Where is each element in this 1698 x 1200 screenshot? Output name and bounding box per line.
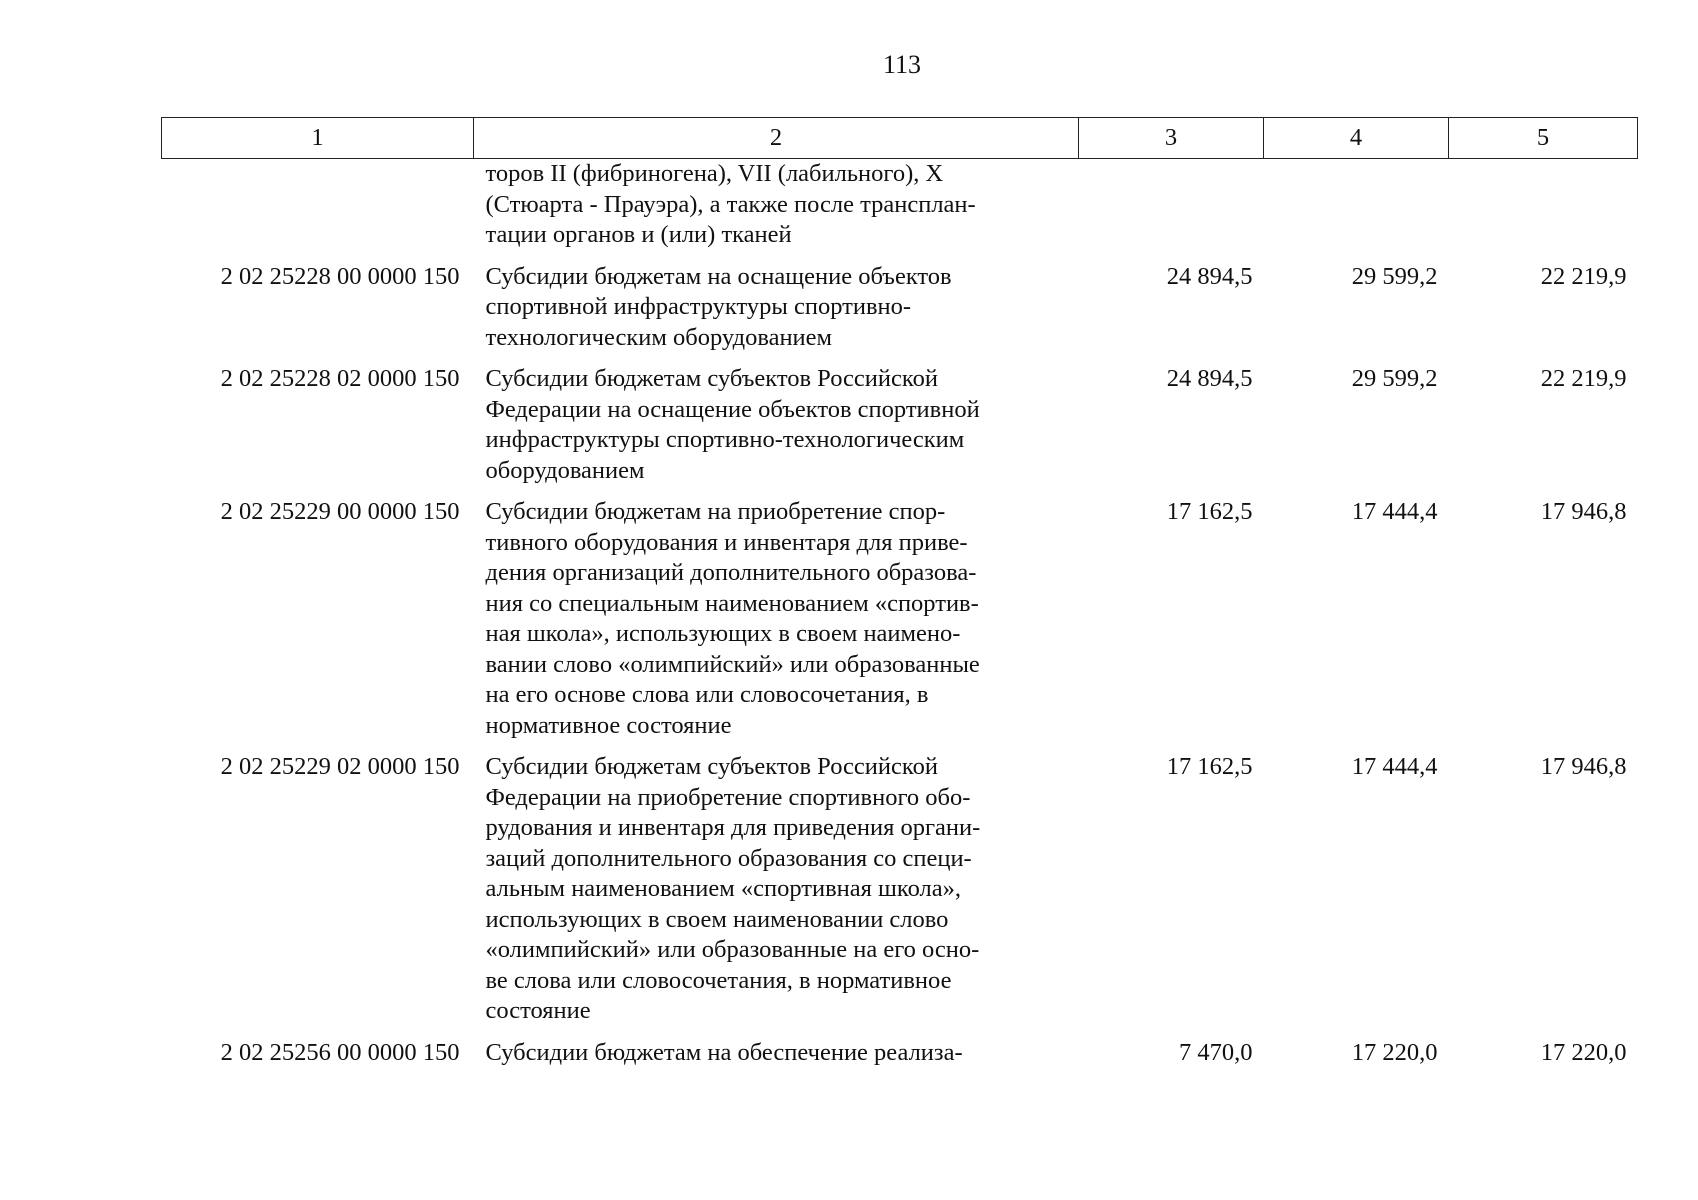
description-line: Субсидии бюджетам на оснащение объектов — [485, 262, 952, 290]
header-col-4: 4 — [1264, 118, 1449, 159]
value-cell-4: 17 444,4 — [1351, 498, 1438, 525]
description-line: (Стюарта - Прауэра), а также после трансплан- — [485, 190, 976, 218]
value-cell-4 — [1264, 159, 1449, 262]
description-cell — [474, 1038, 1079, 1080]
description-line: альным наименованием «спортивная школа», — [485, 875, 961, 902]
continuation-row — [162, 159, 1638, 262]
header-col-5: 5 — [1449, 118, 1638, 159]
description-line: спортивной инфраструктуры спортивно- — [485, 293, 912, 320]
description-line: тивного оборудования и инвентаря для приве- — [485, 528, 968, 556]
description-line: Субсидии бюджетам на приобретение спор- — [485, 498, 946, 525]
value-cell-5: 17 946,8 — [1540, 753, 1627, 780]
description-line: дения организаций дополнительного образова- — [485, 559, 977, 586]
header-col-2: 2 — [474, 118, 1079, 159]
value-cell-5: 22 219,9 — [1540, 262, 1627, 290]
description-line: ная школа», использующих в своем наимено- — [485, 620, 961, 647]
value-cell-3: 24 894,5 — [1166, 365, 1253, 392]
description-line: состояние — [485, 997, 591, 1024]
description-line: Субсидии бюджетам субъектов Российской — [485, 753, 938, 780]
value-cell-4: 29 599,2 — [1351, 365, 1438, 392]
header-row — [162, 118, 1638, 159]
code-cell: 2 02 25229 00 0000 150 — [220, 498, 460, 525]
value-cell-5 — [1449, 159, 1638, 262]
description-line: заций дополнительного образования со специ- — [485, 844, 972, 872]
description-line: ве слова или словосочетания, в нормативное — [485, 966, 952, 994]
code-cell: 2 02 25229 02 0000 150 — [220, 753, 460, 780]
table-row — [162, 1038, 1638, 1080]
value-cell-3: 17 162,5 — [1166, 498, 1253, 525]
description-line: нормативное состояние — [485, 711, 732, 739]
table-row — [162, 497, 1638, 752]
description-line: Субсидии бюджетам субъектов Российской — [485, 365, 938, 392]
value-cell-3: 24 894,5 — [1166, 262, 1253, 290]
header-col-1: 1 — [162, 118, 474, 159]
description-line: торов II (фибриногена), VII (лабильного), X — [485, 160, 944, 187]
table-header — [162, 118, 1638, 159]
value-cell-5: 22 219,9 — [1540, 365, 1627, 392]
description-line: вании слово «олимпийский» или образованные — [485, 650, 980, 678]
code-cell: 2 02 25228 00 0000 150 — [220, 262, 460, 290]
table-body — [162, 159, 1638, 1080]
description-line: Федерации на приобретение спортивного обо- — [485, 783, 971, 811]
description-line: технологическим оборудованием — [485, 323, 833, 351]
header-col-3: 3 — [1079, 118, 1264, 159]
description-cell — [474, 262, 1079, 365]
description-cell — [474, 497, 1079, 752]
code-cell: 2 02 25228 02 0000 150 — [220, 365, 460, 392]
value-cell-5: 17 946,8 — [1540, 498, 1627, 525]
description-line: рудования и инвентаря для приведения органи- — [485, 814, 981, 841]
value-cell-3 — [1079, 159, 1264, 262]
description-line: на его основе слова или словосочетания, в — [485, 681, 929, 708]
description-line: оборудованием — [485, 456, 645, 484]
value-cell-4: 17 444,4 — [1351, 753, 1438, 780]
description-cell — [474, 752, 1079, 1038]
table-row — [162, 752, 1638, 1038]
table-row — [162, 364, 1638, 497]
description-line: Субсидии бюджетам на обеспечение реализа- — [485, 1038, 963, 1066]
description-line: «олимпийский» или образованные на его осно- — [485, 936, 980, 963]
value-cell-4: 17 220,0 — [1351, 1038, 1438, 1066]
description-line: Федерации на оснащение объектов спортивной — [485, 395, 980, 423]
value-cell-4: 29 599,2 — [1351, 262, 1438, 290]
description-line: ния со специальным наименованием «спортив- — [485, 589, 979, 617]
description-cell — [474, 364, 1079, 497]
description-cell — [474, 159, 1079, 262]
value-cell-5: 17 220,0 — [1540, 1038, 1627, 1066]
description-line: инфраструктуры спортивно-технологическим — [485, 426, 965, 453]
code-cell — [162, 159, 474, 262]
description-line: использующих в своем наименовании слово — [485, 905, 949, 933]
code-cell: 2 02 25256 00 0000 150 — [220, 1038, 460, 1066]
table-row — [162, 262, 1638, 365]
budget-table — [161, 117, 1638, 1079]
page-number: 113 — [882, 50, 922, 79]
description-line: тации органов и (или) тканей — [485, 221, 792, 248]
value-cell-3: 7 470,0 — [1179, 1038, 1253, 1066]
value-cell-3: 17 162,5 — [1166, 753, 1253, 780]
